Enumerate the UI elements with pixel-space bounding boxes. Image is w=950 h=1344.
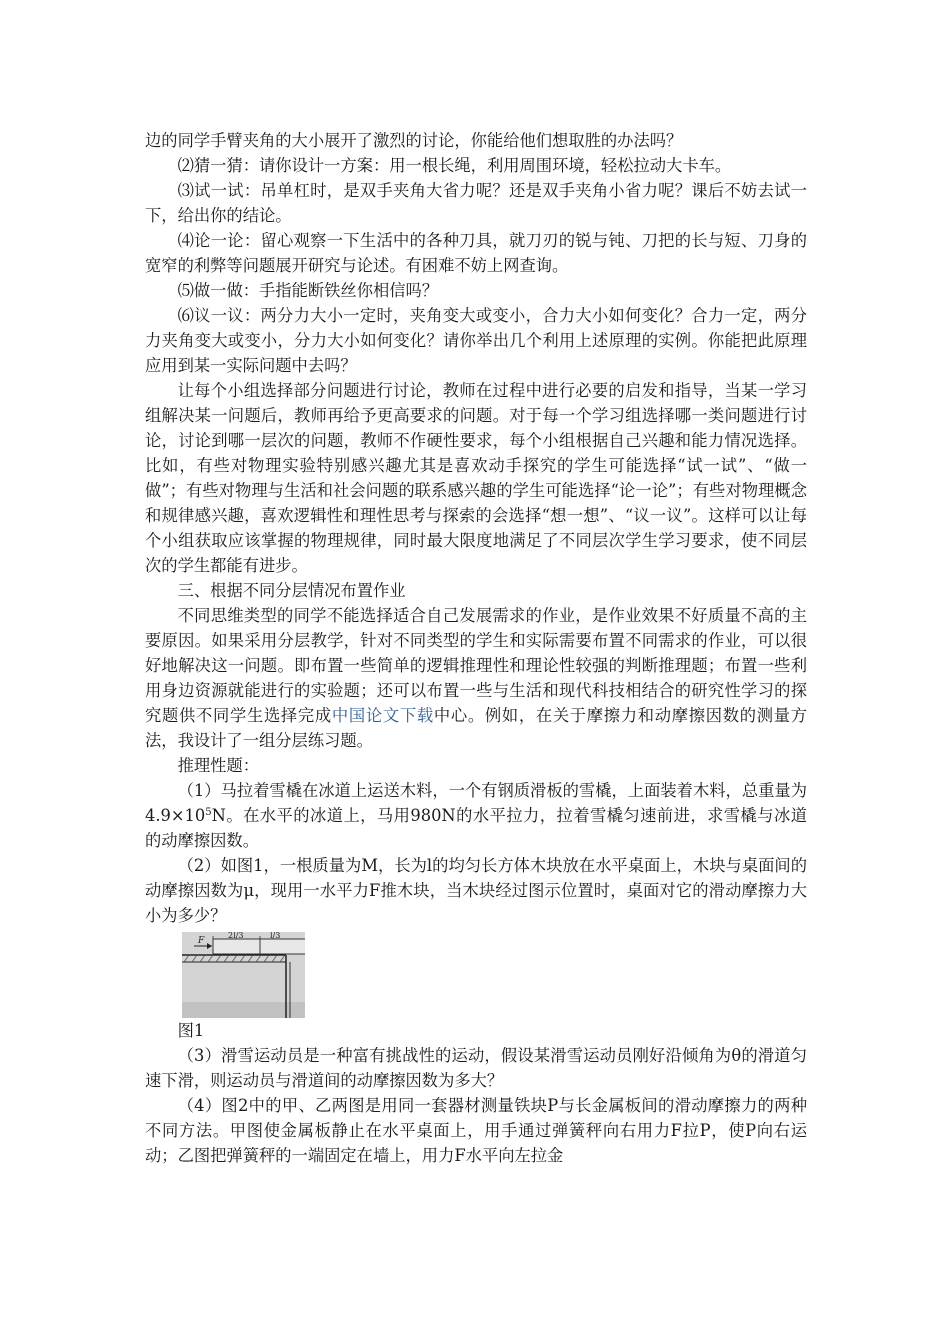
paragraph-text: 不同思维类型的同学不能选择适合自己发展需求的作业，是作业效果不好质量不高的主要原因。如果采用分层教学，针对不同类型的学生和实际需要布置不同需求的作业，可以很好地解决这一问题。即布置一些简单的逻辑推理性和理论性较强的判断推理题；布置一些利用身边资源就能进行的实验题；还可以布置一些与生活和现代科技相结合的研究性学习的探究题供不同学生选择完成 bbox=[145, 606, 807, 725]
force-label: F bbox=[198, 936, 205, 946]
paragraph: ⑶试一试：吊单杠时，是双手夹角大省力呢？还是双手夹角小省力呢？课后不妨去试一下，给出你的结论。 bbox=[145, 181, 807, 225]
section-heading: 三、根据不同分层情况布置作业 bbox=[177, 581, 406, 600]
length-label-two-thirds: 2l/3 bbox=[228, 932, 244, 940]
question-text: N。在水平的冰道上，马用980N的水平拉力，拉着雪橇匀速前进，求雪橇与冰道的动摩擦因数。 bbox=[145, 806, 807, 850]
figure-1-caption: 图1 bbox=[177, 1021, 205, 1040]
question-2: （2）如图1，一根质量为M，长为l的均匀长方体木块放在水平桌面上，木块与桌面间的动摩擦因数为μ，现用一水平力F推木块，当木块经过图示位置时，桌面对它的滑动摩擦力大小为多少？ bbox=[145, 856, 807, 925]
figure-1-image bbox=[182, 932, 305, 1018]
paragraph: ⑷论一论：留心观察一下生活中的各种刀具，就刀刃的锐与钝、刀把的长与短、刀身的宽窄的利弊等问题展开研究与论述。有困难不妨上网查询。 bbox=[145, 231, 807, 275]
question-3: （3）滑雪运动员是一种富有挑战性的运动，假设某滑雪运动员刚好沿倾角为θ的滑道匀速下滑，则运动员与滑道间的动摩擦因数为多大？ bbox=[145, 1046, 807, 1090]
length-label-one-third: l/3 bbox=[270, 932, 281, 940]
exponent: 5 bbox=[205, 807, 212, 818]
question-1 bbox=[145, 778, 807, 853]
figure-1-drawing bbox=[182, 932, 305, 1018]
paragraph: ⑹议一议：两分力大小一定时，夹角变大或变小，合力大小如何变化？合力一定，两分力夹角变大或变小，分力大小如何变化？请你举出几个利用上述原理的实例。你能把此原理应用到某一实际问题中去吗？ bbox=[145, 306, 807, 375]
paragraph: 边的同学手臂夹角的大小展开了激烈的讨论，你能给他们想取胜的办法吗？ bbox=[145, 131, 683, 150]
paragraph-text: 中心。例如，在关于摩擦力和动摩擦因数的测量方法，我设计了一组分层练习题。 bbox=[145, 706, 807, 750]
question-text: （1）马拉着雪橇在冰道上运送木料，一个有钢质滑板的雪橇，上面装着木料，总重量为4.9×10 bbox=[145, 781, 807, 825]
paragraph: ⑸做一做：手指能断铁丝你相信吗？ bbox=[177, 281, 439, 300]
subheading: 推理性题： bbox=[177, 756, 260, 775]
paragraph: 让每个小组选择部分问题进行讨论，教师在过程中进行必要的启发和指导，当某一学习组解决某一问题后，教师再给予更高要求的问题。对于每一个学习组选择哪一类问题进行讨论，讨论到哪一层次的问题，教师不作硬性要求，每个小组根据自己兴趣和能力情况选择。比如，有些对物理实验特别感兴趣尤其是喜欢动手探究的学生可能选择“试一试”、“做一做”；有些对物理与生活和社会问题的联系感兴趣的学生可能选择“论一论”；有些对物理概念和规律感兴趣，喜欢逻辑性和理性思考与探索的会选择“想一想”、“议一议”。这样可以让每个小组获取应该掌握的物理规律，同时最大限度地满足了不同层次学生学习要求，使不同层次的学生都能有进步。 bbox=[145, 381, 807, 575]
download-link[interactable]: 中国论文下载 bbox=[331, 706, 434, 725]
document-body bbox=[145, 128, 807, 1168]
question-4: （4）图2中的甲、乙两图是用同一套器材测量铁块P与长金属板间的滑动摩擦力的两种不同方法。甲图使金属板静止在水平桌面上，用手通过弹簧秤向右用力F拉P，使P向右运动；乙图把弹簧秤的一端固定在墙上，用力F水平向左拉金 bbox=[145, 1096, 807, 1165]
paragraph: ⑵猜一猜：请你设计一方案：用一根长绳，利用周围环境，轻松拉动大卡车。 bbox=[177, 156, 732, 175]
paragraph bbox=[145, 603, 807, 753]
